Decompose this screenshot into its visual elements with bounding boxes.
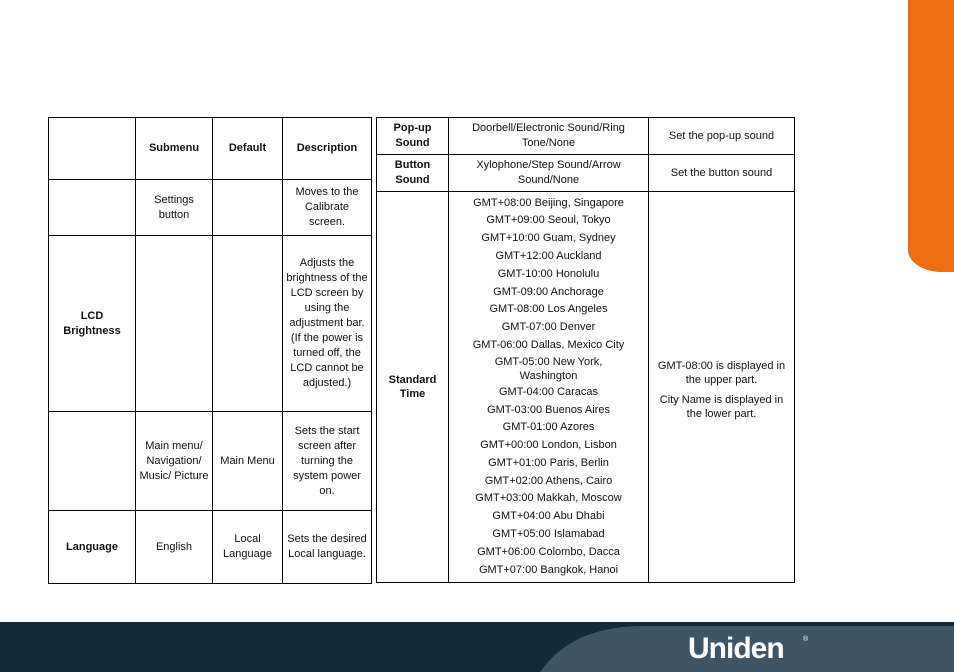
table-row bbox=[49, 412, 372, 511]
time-zone-item: GMT-05:00 New York, Washington bbox=[494, 355, 603, 383]
header-blank bbox=[49, 118, 136, 180]
footer-bar bbox=[0, 622, 954, 672]
row-description: Moves to the Calibrate screen. bbox=[283, 180, 372, 236]
row-item: Language bbox=[49, 511, 136, 584]
header-default: Default bbox=[213, 118, 283, 180]
time-zone-item: GMT+10:00 Guam, Sydney bbox=[481, 232, 616, 245]
time-zone-item: GMT-10:00 Honolulu bbox=[497, 267, 600, 280]
time-zone-item: GMT-08:00 Los Angeles bbox=[489, 303, 608, 316]
row-submenu: English bbox=[136, 511, 213, 584]
table-row bbox=[49, 180, 372, 236]
standard-time-note: City Name is displayed in the lower part. bbox=[659, 393, 784, 420]
standard-time-label: Standard Time bbox=[377, 192, 449, 583]
orange-side-tab bbox=[908, 0, 954, 272]
row-item bbox=[49, 412, 136, 511]
row-submenu: Main menu/ Navigation/ Music/ Picture bbox=[136, 412, 213, 511]
time-zone-item: GMT-07:00 Denver bbox=[501, 321, 596, 334]
header-submenu: Submenu bbox=[136, 118, 213, 180]
time-zone-item: GMT-03:00 Buenos Aires bbox=[487, 403, 610, 416]
row-default bbox=[213, 236, 283, 412]
row-default: Local Language bbox=[213, 511, 283, 584]
row-item bbox=[49, 180, 136, 236]
row-description: Adjusts the brightness of the LCD screen by using the adjustment bar. (If the power is turned off, the LCD cannot be adjusted.) bbox=[283, 236, 372, 412]
time-zone-item: GMT+03:00 Makkah, Moscow bbox=[475, 492, 622, 505]
time-zone-item: GMT+02:00 Athens, Cairo bbox=[484, 474, 613, 487]
row-default: Main Menu bbox=[213, 412, 283, 511]
popup-sound-row bbox=[377, 118, 795, 155]
row-default bbox=[213, 180, 283, 236]
standard-time-row bbox=[377, 192, 795, 583]
time-zone-item: GMT+00:00 London, Lisbon bbox=[480, 439, 617, 452]
button-sound-row bbox=[377, 155, 795, 192]
popup-sound-description: Set the pop-up sound bbox=[649, 118, 795, 155]
row-description: Sets the start screen after turning the system power on. bbox=[283, 412, 372, 511]
uniden-logo: Uniden bbox=[688, 632, 784, 665]
time-zone-item: GMT+09:00 Seoul, Tokyo bbox=[486, 214, 611, 227]
row-item: LCD Brightness bbox=[49, 236, 136, 412]
row-description: Sets the desired Local language. bbox=[283, 511, 372, 584]
footer-swoosh bbox=[0, 622, 954, 672]
time-zone-list bbox=[449, 192, 649, 583]
time-zone-item: GMT+07:00 Bangkok, Hanoi bbox=[478, 563, 619, 576]
time-zone-item: GMT-04:00 Caracas bbox=[498, 385, 599, 398]
button-sound-options: Xylophone/Step Sound/Arrow Sound/None bbox=[449, 155, 649, 192]
standard-time-notes bbox=[649, 192, 795, 583]
row-submenu: Settings button bbox=[136, 180, 213, 236]
table-header-row bbox=[49, 118, 372, 180]
popup-sound-label: Pop-up Sound bbox=[377, 118, 449, 155]
popup-sound-options: Doorbell/Electronic Sound/Ring Tone/None bbox=[449, 118, 649, 155]
time-zone-item: GMT-01:00 Azores bbox=[502, 421, 595, 434]
table-row bbox=[49, 236, 372, 412]
time-zone-item: GMT+01:00 Paris, Berlin bbox=[488, 456, 609, 469]
standard-time-note: GMT-08:00 is displayed in the upper part. bbox=[657, 359, 786, 386]
time-zone-item: GMT-06:00 Dallas, Mexico City bbox=[472, 338, 625, 351]
header-description: Description bbox=[283, 118, 372, 180]
table-row bbox=[49, 511, 372, 584]
row-submenu bbox=[136, 236, 213, 412]
settings-table-right bbox=[376, 117, 795, 583]
time-zone-item: GMT-09:00 Anchorage bbox=[493, 285, 604, 298]
button-sound-label: Button Sound bbox=[377, 155, 449, 192]
time-zone-item: GMT+05:00 Islamabad bbox=[492, 528, 605, 541]
registered-mark: ® bbox=[803, 636, 809, 643]
button-sound-description: Set the button sound bbox=[649, 155, 795, 192]
time-zone-item: GMT+08:00 Beijing, Singapore bbox=[473, 196, 624, 209]
time-zone-item: GMT+06:00 Colombo, Dacca bbox=[477, 545, 620, 558]
time-zone-item: GMT+04:00 Abu Dhabi bbox=[492, 510, 605, 523]
settings-table-left bbox=[48, 117, 372, 584]
time-zone-item: GMT+12:00 Auckland bbox=[495, 249, 602, 262]
